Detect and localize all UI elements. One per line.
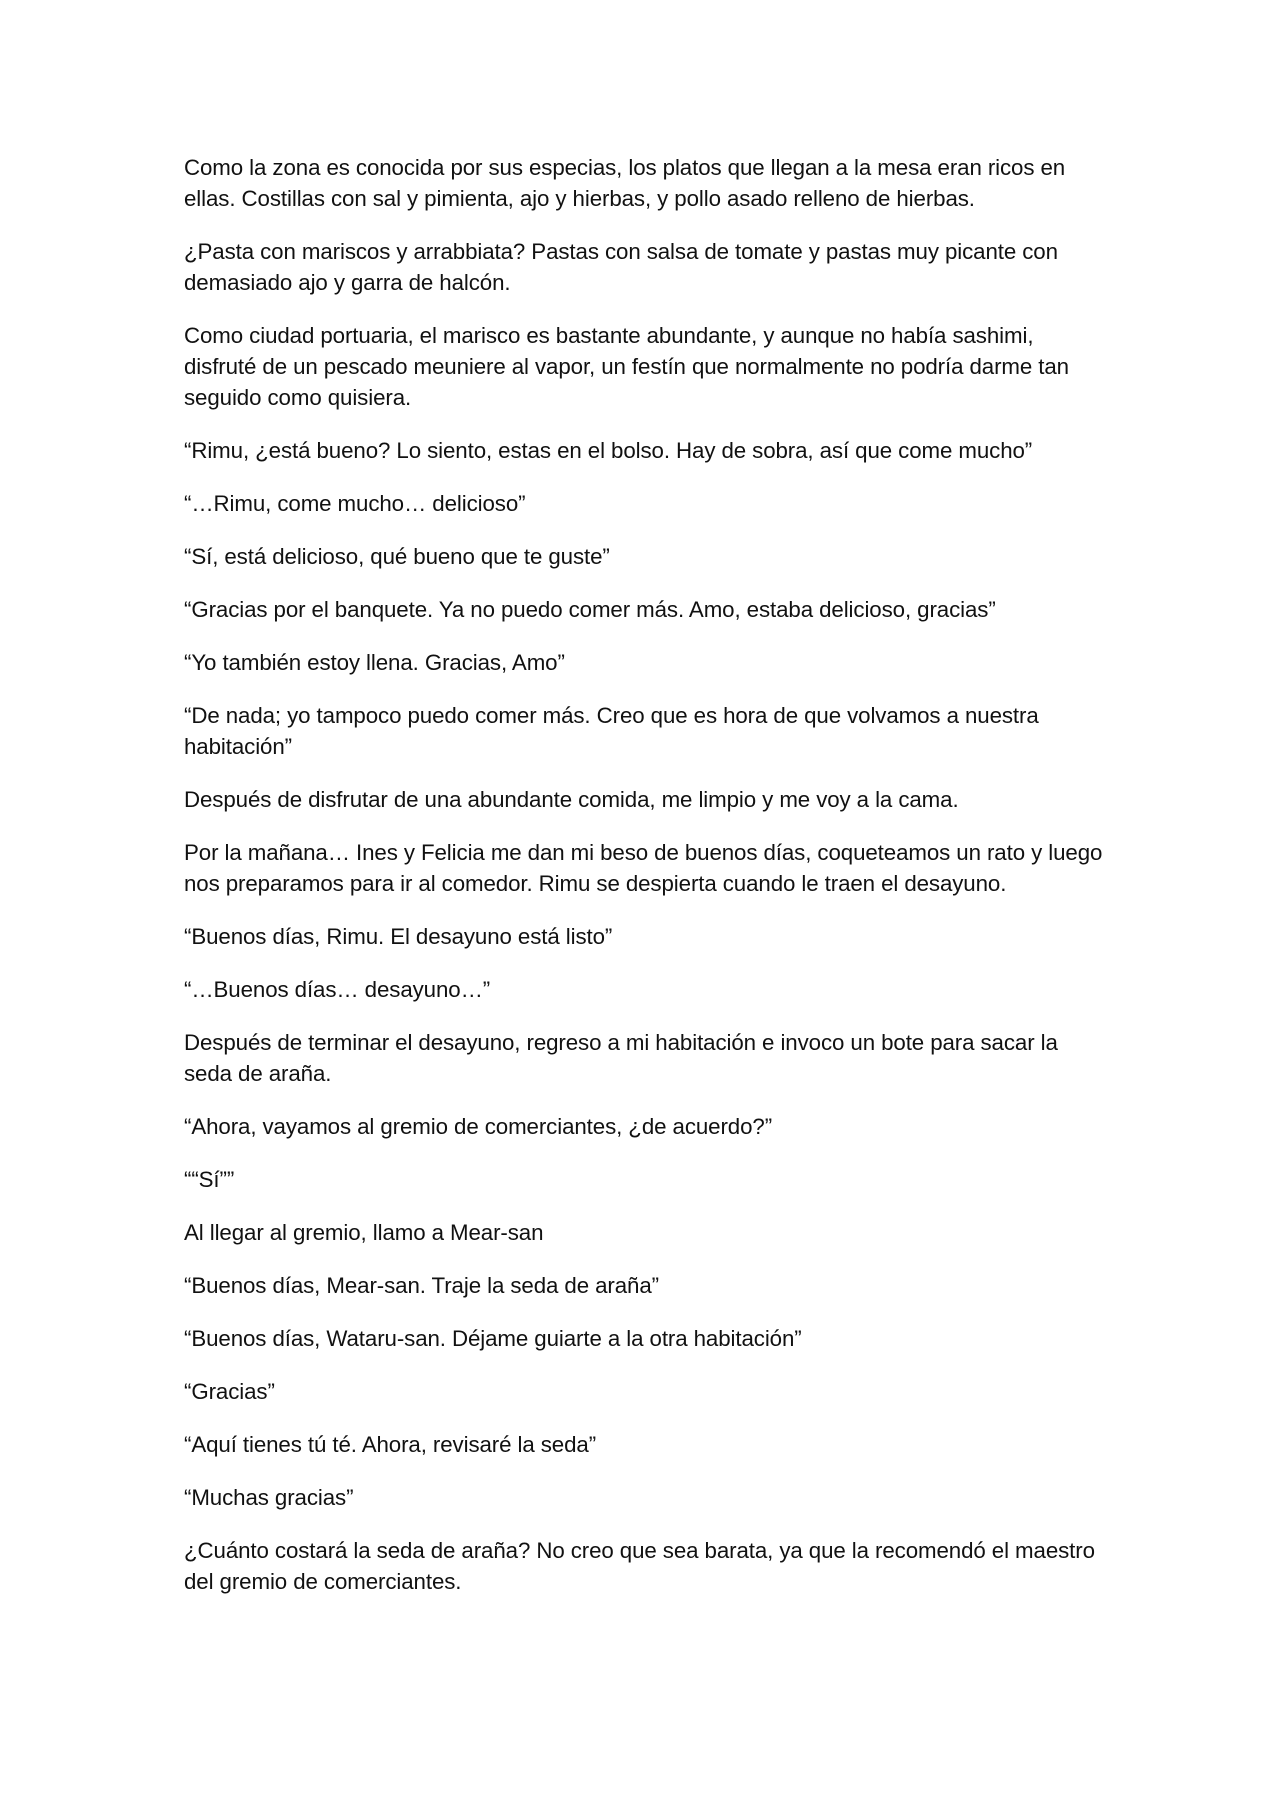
dialogue-line: “Buenos días, Mear-san. Traje la seda de araña” — [184, 1273, 659, 1298]
dialogue-line: “…Buenos días… desayuno…” — [184, 977, 491, 1002]
paragraph: Por la mañana… Ines y Felicia me dan mi beso de buenos días, coqueteamos un rato y luego nos preparamos para ir al comedor. Rimu se despierta cuando le traen el desayuno. — [184, 840, 1103, 896]
paragraph: Al llegar al gremio, llamo a Mear-san — [184, 1220, 544, 1245]
paragraph: Después de terminar el desayuno, regreso a mi habitación e invoco un bote para sacar la seda de araña. — [184, 1030, 1058, 1086]
dialogue-line: “Ahora, vayamos al gremio de comerciantes, ¿de acuerdo?” — [184, 1114, 773, 1139]
dialogue-line: “Aquí tienes tú té. Ahora, revisaré la seda” — [184, 1432, 597, 1457]
dialogue-line: “Buenos días, Wataru-san. Déjame guiarte a la otra habitación” — [184, 1326, 802, 1351]
dialogue-line: “De nada; yo tampoco puedo comer más. Creo que es hora de que volvamos a nuestra habitación” — [184, 703, 1039, 759]
paragraph: ¿Cuánto costará la seda de araña? No creo que sea barata, ya que la recomendó el maestro del gremio de comerciantes. — [184, 1538, 1095, 1594]
dialogue-line: “Rimu, ¿está bueno? Lo siento, estas en el bolso. Hay de sobra, así que come mucho” — [184, 438, 1033, 463]
document-page — [184, 152, 1104, 1619]
paragraph: Como ciudad portuaria, el marisco es bastante abundante, y aunque no había sashimi, disfruté de un pescado meuniere al vapor, un festín que normalmente no podría darme tan seguido como quisiera. — [184, 323, 1069, 410]
dialogue-line: “Muchas gracias” — [184, 1485, 354, 1510]
paragraph: Como la zona es conocida por sus especias, los platos que llegan a la mesa eran ricos en ellas. Costillas con sal y pimienta, ajo y hierbas, y pollo asado relleno de hierbas. — [184, 155, 1066, 211]
dialogue-line: “Sí, está delicioso, qué bueno que te guste” — [184, 544, 610, 569]
dialogue-line: ““Sí”” — [184, 1167, 235, 1192]
dialogue-line: “Yo también estoy llena. Gracias, Amo” — [184, 650, 565, 675]
paragraph: ¿Pasta con mariscos y arrabbiata? Pastas con salsa de tomate y pastas muy picante con demasiado ajo y garra de halcón. — [184, 239, 1058, 295]
dialogue-line: “…Rimu, come mucho… delicioso” — [184, 491, 526, 516]
paragraph: Después de disfrutar de una abundante comida, me limpio y me voy a la cama. — [184, 787, 959, 812]
dialogue-line: “Gracias” — [184, 1379, 275, 1404]
dialogue-line: “Gracias por el banquete. Ya no puedo comer más. Amo, estaba delicioso, gracias” — [184, 597, 996, 622]
dialogue-line: “Buenos días, Rimu. El desayuno está listo” — [184, 924, 613, 949]
